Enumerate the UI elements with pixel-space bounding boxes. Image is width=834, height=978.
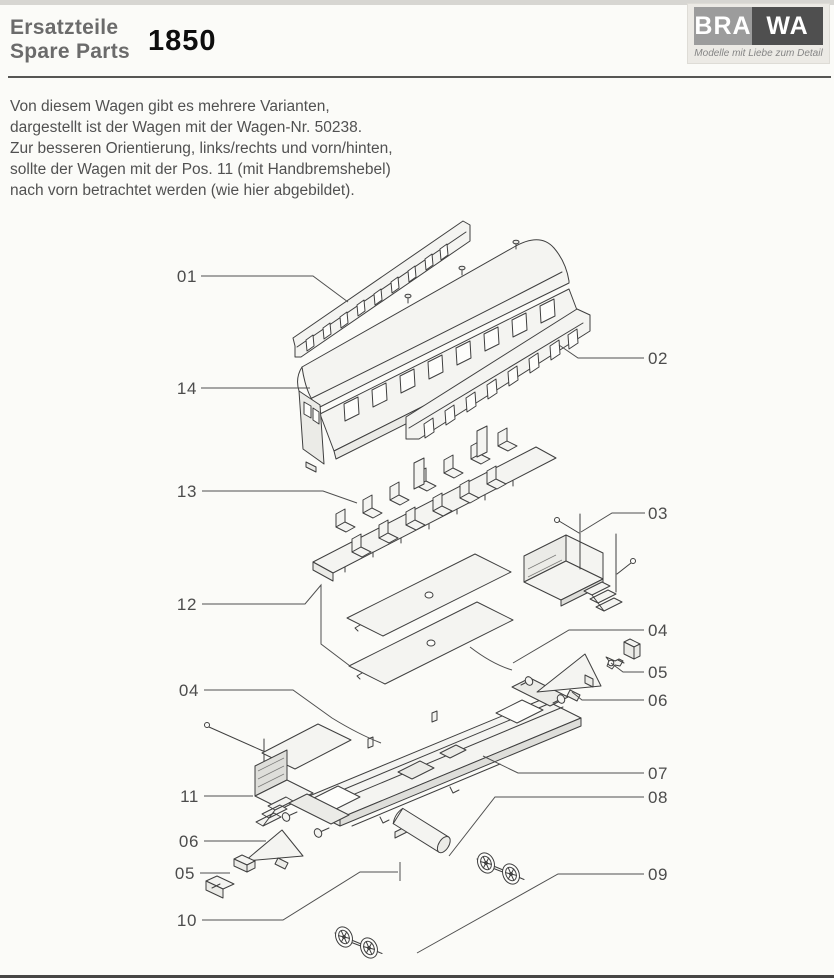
title-english: Spare Parts [10,40,131,63]
triangle-tail [567,690,580,701]
note-line: dargestellt ist der Wagen mit der Wagen-Nr. 50238. [10,119,363,136]
brawa-logo-tagline: Modelle mit Liebe zum Detail [694,48,823,59]
callout-12: 12 [176,595,197,614]
part-03-end-platform-right [524,514,636,611]
callout-04-left: 04 [178,681,199,700]
part-07-chassis [281,675,581,838]
note-line: nach vorn betrachtet werden (wie hier abgebildet). [10,182,355,199]
part-05-coupling-right [606,639,640,669]
callout-10: 10 [176,911,197,930]
car-front-roof-edge [298,367,302,391]
roof-vent [459,266,465,270]
model-number: 1850 [148,25,217,57]
buffer-head [281,811,291,822]
part-09-wheelset [474,850,524,887]
callout-01: 01 [176,267,197,286]
callout-14: 14 [176,379,197,398]
triangle-tail [275,858,288,869]
handbrake-rod [209,727,263,751]
part-10-wheelset [332,924,382,961]
seat [363,495,382,518]
callout-05-right: 05 [648,663,669,682]
leader-12 [202,585,350,666]
callout-04-right: 04 [648,621,669,640]
callout-07: 07 [648,764,669,783]
note-line: Von diesem Wagen gibt es mehrere Varianten, [10,98,330,115]
title-german: Ersatzteile [10,16,119,39]
leader-08 [449,797,644,856]
callout-05-left: 05 [174,864,195,883]
callout-11: 11 [180,787,199,806]
handrail-knob-link [559,521,579,533]
roof-vent [405,294,411,298]
note-line: sollte der Wagen mit der Pos. 11 (mit Handbremshebel) [10,161,391,178]
leader-06-right [572,692,644,700]
callout-08: 08 [648,788,669,807]
part-12-floor-panels [347,554,513,684]
floor-panel-hole [427,640,435,646]
leader-04-left [204,690,381,743]
leader-07 [483,756,644,773]
car-front-step [306,462,316,472]
seat [498,428,517,451]
seat [444,455,463,478]
roof-vent [513,240,519,244]
seat [336,509,355,532]
floor-panel-notch [355,625,360,631]
callout-06-right: 06 [648,691,669,710]
seat-base-notches [345,481,513,572]
handrail-knob [555,518,560,523]
brawa-logo-bra: BRA [694,7,752,45]
callout-03: 03 [648,504,669,523]
callout-09: 09 [648,865,669,884]
buffer-head [313,827,323,838]
leader-01 [201,276,348,302]
brake-triangle [245,830,303,861]
callout-06-left: 06 [178,832,199,851]
leader-13 [202,491,357,503]
callout-13: 13 [176,482,197,501]
leader-03 [581,513,645,532]
callout-02: 02 [648,349,669,368]
floor-panel-notch [357,673,362,679]
coupling-box-side [634,644,640,659]
leader-09 [417,874,644,953]
floor-panel-hole [425,592,433,598]
part-05-coupling-left [206,855,255,898]
note-line: Zur besseren Orientierung, links/rechts und vorn/hinten, [10,140,393,157]
leader-10 [202,862,400,920]
brawa-logo-wa: WA [752,7,823,45]
handrail-knob-link [617,563,631,574]
seat [390,482,409,505]
